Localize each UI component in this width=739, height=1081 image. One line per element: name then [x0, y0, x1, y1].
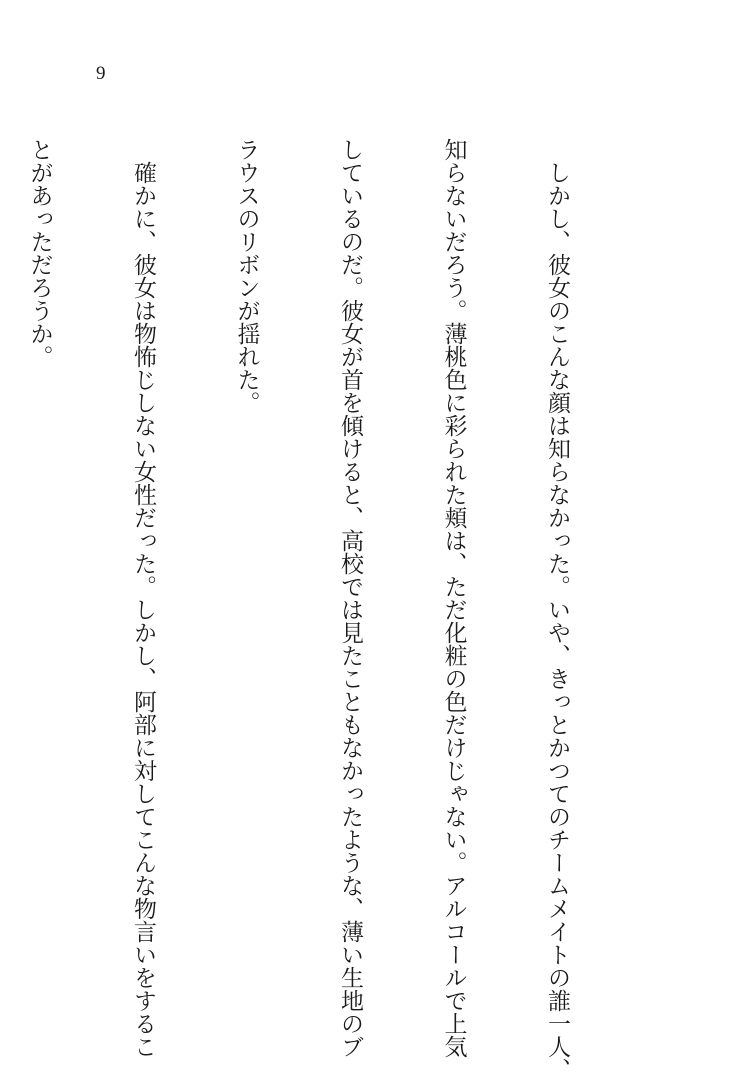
text-line: ラウスのリボンが揺れた。	[233, 138, 260, 414]
text-line: 確かに、彼女は物怖じしない女性だった。しかし、阿部に対してこんな物言いをするこ	[130, 138, 156, 1058]
text-line: しかし、彼女のこんな顔は知らなかった。いや、きっとかつてのチームメイトの誰一人、	[544, 138, 570, 1081]
page-number: 9	[96, 63, 106, 84]
novel-text-block	[0, 138, 643, 1081]
text-line: 知らないだろう。薄桃色に彩られた頬は、ただ化粧の色だけじゃない。アルコールで上気	[440, 138, 467, 1058]
text-line: しているのだ。彼女が首を傾けると、高校では見たこともなかったような、薄い生地のブ	[337, 138, 363, 1058]
text-line: とがあっただろうか。	[26, 138, 53, 368]
